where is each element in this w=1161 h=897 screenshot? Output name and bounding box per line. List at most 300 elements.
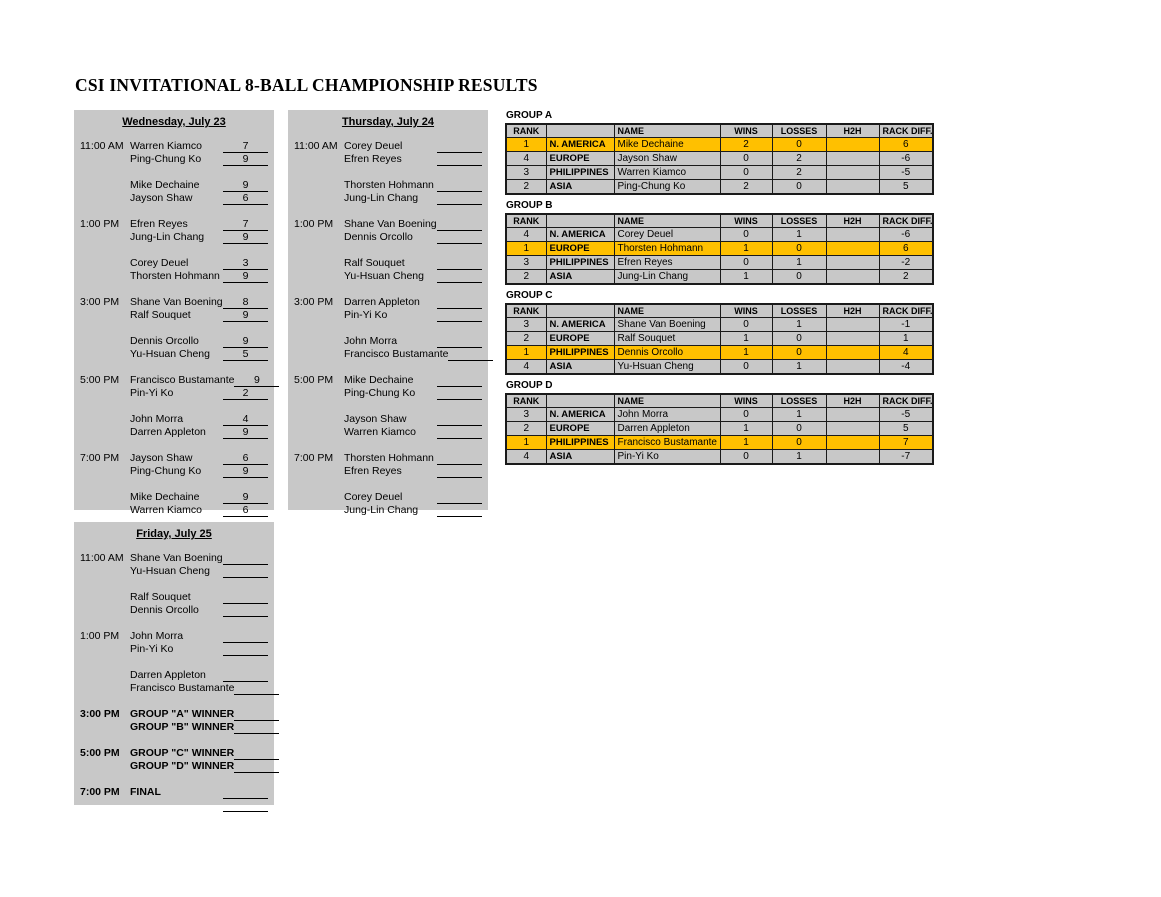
col-header-h2h: H2H <box>826 304 879 318</box>
player-name: Pin-Yi Ko <box>344 309 388 321</box>
player-line <box>74 799 274 812</box>
rackdiff-cell: -7 <box>879 450 933 465</box>
match-time-label: 3:00 PM <box>294 296 334 308</box>
name-cell: Francisco Bustamante <box>614 436 720 450</box>
match-row <box>74 413 274 439</box>
losses-cell: 1 <box>772 318 826 332</box>
player-name: John Morra <box>130 413 184 425</box>
player-line <box>288 426 488 439</box>
player-name: Darren Appleton <box>344 296 420 308</box>
match-row <box>74 786 274 812</box>
player-name: Francisco Bustamante <box>130 682 235 694</box>
group-label: GROUP A <box>506 110 553 121</box>
standings-header-row <box>506 394 933 408</box>
score-field <box>234 733 279 734</box>
player-name: Dennis Orcollo <box>130 604 199 616</box>
rackdiff-cell: 6 <box>879 242 933 256</box>
player-name: Warren Kiamco <box>130 140 202 152</box>
col-header-name: NAME <box>614 394 720 408</box>
score-field <box>437 399 482 400</box>
player-name: GROUP "C" WINNER <box>130 747 235 759</box>
match-row <box>288 374 488 400</box>
player-line <box>74 374 274 387</box>
player-name: Warren Kiamco <box>130 504 202 516</box>
wins-cell: 0 <box>720 152 772 166</box>
match-row <box>288 413 488 439</box>
name-cell: Ping-Chung Ko <box>614 180 720 195</box>
standings-row <box>506 360 933 375</box>
player-line <box>74 708 274 721</box>
losses-cell: 0 <box>772 180 826 195</box>
score-field <box>437 282 482 283</box>
player-name: Pin-Yi Ko <box>130 387 174 399</box>
standings-header-row <box>506 214 933 228</box>
col-header-name: NAME <box>614 124 720 138</box>
wins-cell: 1 <box>720 422 772 436</box>
wins-cell: 2 <box>720 180 772 195</box>
name-cell: Mike Dechaine <box>614 138 720 152</box>
score-field: 7 <box>223 218 268 231</box>
match-time-label: 1:00 PM <box>80 630 120 642</box>
col-header-rank: RANK <box>506 394 546 408</box>
region-cell: EUROPE <box>546 242 614 256</box>
standings-group-d <box>505 380 935 465</box>
player-line <box>288 335 488 348</box>
losses-cell: 0 <box>772 346 826 360</box>
player-line <box>288 504 488 517</box>
h2h-cell <box>826 318 879 332</box>
col-header-h2h: H2H <box>826 394 879 408</box>
score-field: 9 <box>223 309 268 322</box>
col-header-region <box>546 394 614 408</box>
match-row <box>74 218 274 244</box>
match-time-label: 1:00 PM <box>80 218 120 230</box>
player-name: Warren Kiamco <box>344 426 416 438</box>
player-name: GROUP "A" WINNER <box>130 708 235 720</box>
match-time-label: 5:00 PM <box>80 747 120 759</box>
panel-title-wednesday: Wednesday, July 23 <box>122 116 226 128</box>
schedule-panel-thursday <box>288 110 488 516</box>
wins-cell: 0 <box>720 360 772 375</box>
wins-cell: 1 <box>720 332 772 346</box>
region-cell: ASIA <box>546 360 614 375</box>
match-time-label: 7:00 PM <box>294 452 334 464</box>
rank-cell: 4 <box>506 152 546 166</box>
player-name: John Morra <box>130 630 184 642</box>
player-line <box>74 153 274 166</box>
col-header-rank: RANK <box>506 214 546 228</box>
player-line <box>74 643 274 656</box>
score-field <box>437 503 482 504</box>
h2h-cell <box>826 152 879 166</box>
rank-cell: 3 <box>506 256 546 270</box>
score-field: 6 <box>223 504 268 517</box>
region-cell: N. AMERICA <box>546 228 614 242</box>
standings-table <box>505 123 934 195</box>
losses-cell: 1 <box>772 450 826 465</box>
player-line <box>74 591 274 604</box>
player-line <box>74 413 274 426</box>
name-cell: Ralf Souquet <box>614 332 720 346</box>
standings-group-b <box>505 200 935 285</box>
player-name: Yu-Hsuan Cheng <box>344 270 424 282</box>
match-row <box>288 140 488 166</box>
col-header-rackdiff: RACK DIFF. <box>879 394 933 408</box>
match-row <box>74 552 274 578</box>
player-line <box>74 296 274 309</box>
col-header-name: NAME <box>614 214 720 228</box>
player-line <box>288 348 488 361</box>
player-name: Shane Van Boening <box>130 552 223 564</box>
wins-cell: 1 <box>720 346 772 360</box>
player-name: Thorsten Hohmann <box>344 179 434 191</box>
player-line <box>288 140 488 153</box>
name-cell: Yu-Hsuan Cheng <box>614 360 720 375</box>
score-field <box>223 798 268 799</box>
standings-row <box>506 228 933 242</box>
name-cell: Corey Deuel <box>614 228 720 242</box>
h2h-cell <box>826 180 879 195</box>
match-row <box>74 630 274 656</box>
score-field <box>437 204 482 205</box>
player-name: Jayson Shaw <box>130 452 193 464</box>
panel-title-thursday: Thursday, July 24 <box>341 116 435 128</box>
player-name: GROUP "D" WINNER <box>130 760 235 772</box>
player-line <box>288 231 488 244</box>
wins-cell: 0 <box>720 256 772 270</box>
col-header-name: NAME <box>614 304 720 318</box>
score-field <box>223 616 268 617</box>
player-line <box>74 192 274 205</box>
group-label: GROUP C <box>506 290 553 301</box>
match-list-wednesday <box>74 132 274 517</box>
score-field: 8 <box>223 296 268 309</box>
match-time-label: 3:00 PM <box>80 296 120 308</box>
score-field: 9 <box>223 270 268 283</box>
score-field <box>234 759 279 760</box>
h2h-cell <box>826 228 879 242</box>
match-row <box>288 257 488 283</box>
player-line <box>74 760 274 773</box>
player-line <box>74 682 274 695</box>
player-name: Pin-Yi Ko <box>130 643 174 655</box>
player-line <box>74 426 274 439</box>
rackdiff-cell: 7 <box>879 436 933 450</box>
rackdiff-cell: 2 <box>879 270 933 285</box>
name-cell: Shane Van Boening <box>614 318 720 332</box>
h2h-cell <box>826 332 879 346</box>
wins-cell: 2 <box>720 138 772 152</box>
rackdiff-cell: 5 <box>879 180 933 195</box>
losses-cell: 1 <box>772 408 826 422</box>
score-field: 9 <box>234 374 279 387</box>
match-row <box>74 747 274 773</box>
player-name: Dennis Orcollo <box>344 231 413 243</box>
score-field <box>437 191 482 192</box>
rackdiff-cell: -6 <box>879 228 933 242</box>
score-field: 2 <box>223 387 268 400</box>
region-cell: N. AMERICA <box>546 318 614 332</box>
h2h-cell <box>826 450 879 465</box>
player-name: Mike Dechaine <box>344 374 414 386</box>
match-time-label: 7:00 PM <box>80 452 120 464</box>
losses-cell: 1 <box>772 228 826 242</box>
losses-cell: 2 <box>772 152 826 166</box>
wins-cell: 0 <box>720 408 772 422</box>
player-name: Efren Reyes <box>344 153 402 165</box>
h2h-cell <box>826 256 879 270</box>
region-cell: EUROPE <box>546 422 614 436</box>
player-line <box>288 452 488 465</box>
rackdiff-cell: -1 <box>879 318 933 332</box>
col-header-rank: RANK <box>506 304 546 318</box>
rackdiff-cell: 6 <box>879 138 933 152</box>
player-name: Jung-Lin Chang <box>344 504 419 516</box>
h2h-cell <box>826 408 879 422</box>
player-name: Corey Deuel <box>344 140 403 152</box>
rank-cell: 1 <box>506 346 546 360</box>
col-header-wins: WINS <box>720 394 772 408</box>
rank-cell: 2 <box>506 332 546 346</box>
losses-cell: 0 <box>772 242 826 256</box>
col-header-losses: LOSSES <box>772 304 826 318</box>
col-header-h2h: H2H <box>826 214 879 228</box>
losses-cell: 0 <box>772 436 826 450</box>
player-line <box>74 179 274 192</box>
player-line <box>74 630 274 643</box>
player-name: Francisco Bustamante <box>130 374 235 386</box>
rackdiff-cell: -5 <box>879 408 933 422</box>
player-line <box>74 747 274 760</box>
wins-cell: 1 <box>720 270 772 285</box>
rank-cell: 4 <box>506 450 546 465</box>
name-cell: Dennis Orcollo <box>614 346 720 360</box>
player-name: Francisco Bustamante <box>344 348 449 360</box>
rackdiff-cell: 5 <box>879 422 933 436</box>
rank-cell: 4 <box>506 360 546 375</box>
player-line <box>74 669 274 682</box>
score-field <box>437 425 482 426</box>
player-name: Ralf Souquet <box>344 257 405 269</box>
player-line <box>288 270 488 283</box>
score-field: 9 <box>223 153 268 166</box>
player-line <box>74 231 274 244</box>
score-field <box>437 243 482 244</box>
h2h-cell <box>826 422 879 436</box>
score-field <box>223 642 268 643</box>
player-line <box>74 270 274 283</box>
region-cell: N. AMERICA <box>546 408 614 422</box>
wins-cell: 0 <box>720 228 772 242</box>
standings-row <box>506 346 933 360</box>
h2h-cell <box>826 346 879 360</box>
rackdiff-cell: 4 <box>879 346 933 360</box>
standings-row <box>506 318 933 332</box>
player-line <box>74 491 274 504</box>
player-name: Shane Van Boening <box>344 218 437 230</box>
player-line <box>74 140 274 153</box>
score-field: 9 <box>223 179 268 192</box>
standings-row <box>506 422 933 436</box>
rank-cell: 3 <box>506 318 546 332</box>
player-line <box>288 296 488 309</box>
name-cell: Warren Kiamco <box>614 166 720 180</box>
score-field <box>223 564 268 565</box>
match-time-label: 11:00 AM <box>80 140 124 152</box>
player-name: Efren Reyes <box>344 465 402 477</box>
col-header-losses: LOSSES <box>772 214 826 228</box>
score-field: 5 <box>223 348 268 361</box>
wins-cell: 0 <box>720 318 772 332</box>
player-line <box>74 387 274 400</box>
match-row <box>74 374 274 400</box>
player-line <box>74 335 274 348</box>
player-line <box>288 153 488 166</box>
player-line <box>74 465 274 478</box>
col-header-rank: RANK <box>506 124 546 138</box>
col-header-region <box>546 304 614 318</box>
match-row <box>74 296 274 322</box>
rank-cell: 3 <box>506 408 546 422</box>
score-field: 6 <box>223 192 268 205</box>
player-line <box>74 721 274 734</box>
losses-cell: 0 <box>772 138 826 152</box>
rank-cell: 4 <box>506 228 546 242</box>
name-cell: Darren Appleton <box>614 422 720 436</box>
rank-cell: 2 <box>506 180 546 195</box>
match-row <box>288 452 488 478</box>
player-name: Thorsten Hohmann <box>344 452 434 464</box>
panel-title-friday: Friday, July 25 <box>136 528 212 540</box>
region-cell: PHILIPPINES <box>546 166 614 180</box>
score-field <box>437 230 482 231</box>
player-name: Jung-Lin Chang <box>344 192 419 204</box>
player-line <box>74 604 274 617</box>
player-line <box>288 413 488 426</box>
score-field: 3 <box>223 257 268 270</box>
player-line <box>288 179 488 192</box>
player-name: John Morra <box>344 335 398 347</box>
player-line <box>288 491 488 504</box>
player-line <box>74 552 274 565</box>
score-field: 6 <box>223 452 268 465</box>
player-line <box>288 309 488 322</box>
player-line <box>74 504 274 517</box>
match-row <box>288 296 488 322</box>
rank-cell: 1 <box>506 436 546 450</box>
player-name: Ralf Souquet <box>130 309 191 321</box>
wins-cell: 1 <box>720 242 772 256</box>
col-header-wins: WINS <box>720 214 772 228</box>
player-line <box>74 348 274 361</box>
h2h-cell <box>826 242 879 256</box>
name-cell: Efren Reyes <box>614 256 720 270</box>
player-line <box>288 257 488 270</box>
player-name: Yu-Hsuan Cheng <box>130 565 210 577</box>
score-field: 9 <box>223 335 268 348</box>
score-field <box>234 772 279 773</box>
match-row <box>74 491 274 517</box>
col-header-losses: LOSSES <box>772 124 826 138</box>
standings-row <box>506 152 933 166</box>
player-name: Jung-Lin Chang <box>130 231 205 243</box>
score-field <box>448 360 493 361</box>
standings-row <box>506 436 933 450</box>
player-name: Jayson Shaw <box>130 192 193 204</box>
rackdiff-cell: 1 <box>879 332 933 346</box>
region-cell: PHILIPPINES <box>546 256 614 270</box>
player-name: Shane Van Boening <box>130 296 223 308</box>
region-cell: ASIA <box>546 180 614 195</box>
player-name: Efren Reyes <box>130 218 188 230</box>
wins-cell: 1 <box>720 436 772 450</box>
standings-row <box>506 138 933 152</box>
player-line <box>288 218 488 231</box>
standings-header-row <box>506 304 933 318</box>
score-field <box>234 720 279 721</box>
score-field <box>437 516 482 517</box>
losses-cell: 0 <box>772 270 826 285</box>
standings-row <box>506 408 933 422</box>
player-name: GROUP "B" WINNER <box>130 721 235 733</box>
match-row <box>74 179 274 205</box>
h2h-cell <box>826 270 879 285</box>
losses-cell: 2 <box>772 166 826 180</box>
score-field <box>223 811 268 812</box>
region-cell: EUROPE <box>546 332 614 346</box>
match-row <box>74 452 274 478</box>
match-row <box>74 669 274 695</box>
region-cell: PHILIPPINES <box>546 436 614 450</box>
h2h-cell <box>826 436 879 450</box>
match-time-label: 1:00 PM <box>294 218 334 230</box>
col-header-h2h: H2H <box>826 124 879 138</box>
region-cell: N. AMERICA <box>546 138 614 152</box>
match-row <box>74 335 274 361</box>
score-field <box>437 438 482 439</box>
match-row <box>288 218 488 244</box>
match-list-thursday <box>288 132 488 517</box>
match-time-label: 3:00 PM <box>80 708 120 720</box>
match-row <box>74 257 274 283</box>
score-field <box>223 655 268 656</box>
player-name: Corey Deuel <box>130 257 189 269</box>
match-time-label: 11:00 AM <box>80 552 124 564</box>
rank-cell: 1 <box>506 242 546 256</box>
match-row <box>288 335 488 361</box>
rackdiff-cell: -2 <box>879 256 933 270</box>
losses-cell: 0 <box>772 422 826 436</box>
score-field <box>437 464 482 465</box>
region-cell: ASIA <box>546 270 614 285</box>
standings-row <box>506 256 933 270</box>
match-row <box>288 491 488 517</box>
score-field <box>437 165 482 166</box>
rank-cell: 1 <box>506 138 546 152</box>
rank-cell: 2 <box>506 422 546 436</box>
region-cell: PHILIPPINES <box>546 346 614 360</box>
match-time-label: 11:00 AM <box>294 140 338 152</box>
player-line <box>74 309 274 322</box>
h2h-cell <box>826 166 879 180</box>
standings-group-a <box>505 110 935 195</box>
match-row <box>74 708 274 734</box>
player-name: Mike Dechaine <box>130 179 200 191</box>
rackdiff-cell: -4 <box>879 360 933 375</box>
losses-cell: 1 <box>772 360 826 375</box>
player-name: Ping-Chung Ko <box>130 465 202 477</box>
player-name: Ralf Souquet <box>130 591 191 603</box>
